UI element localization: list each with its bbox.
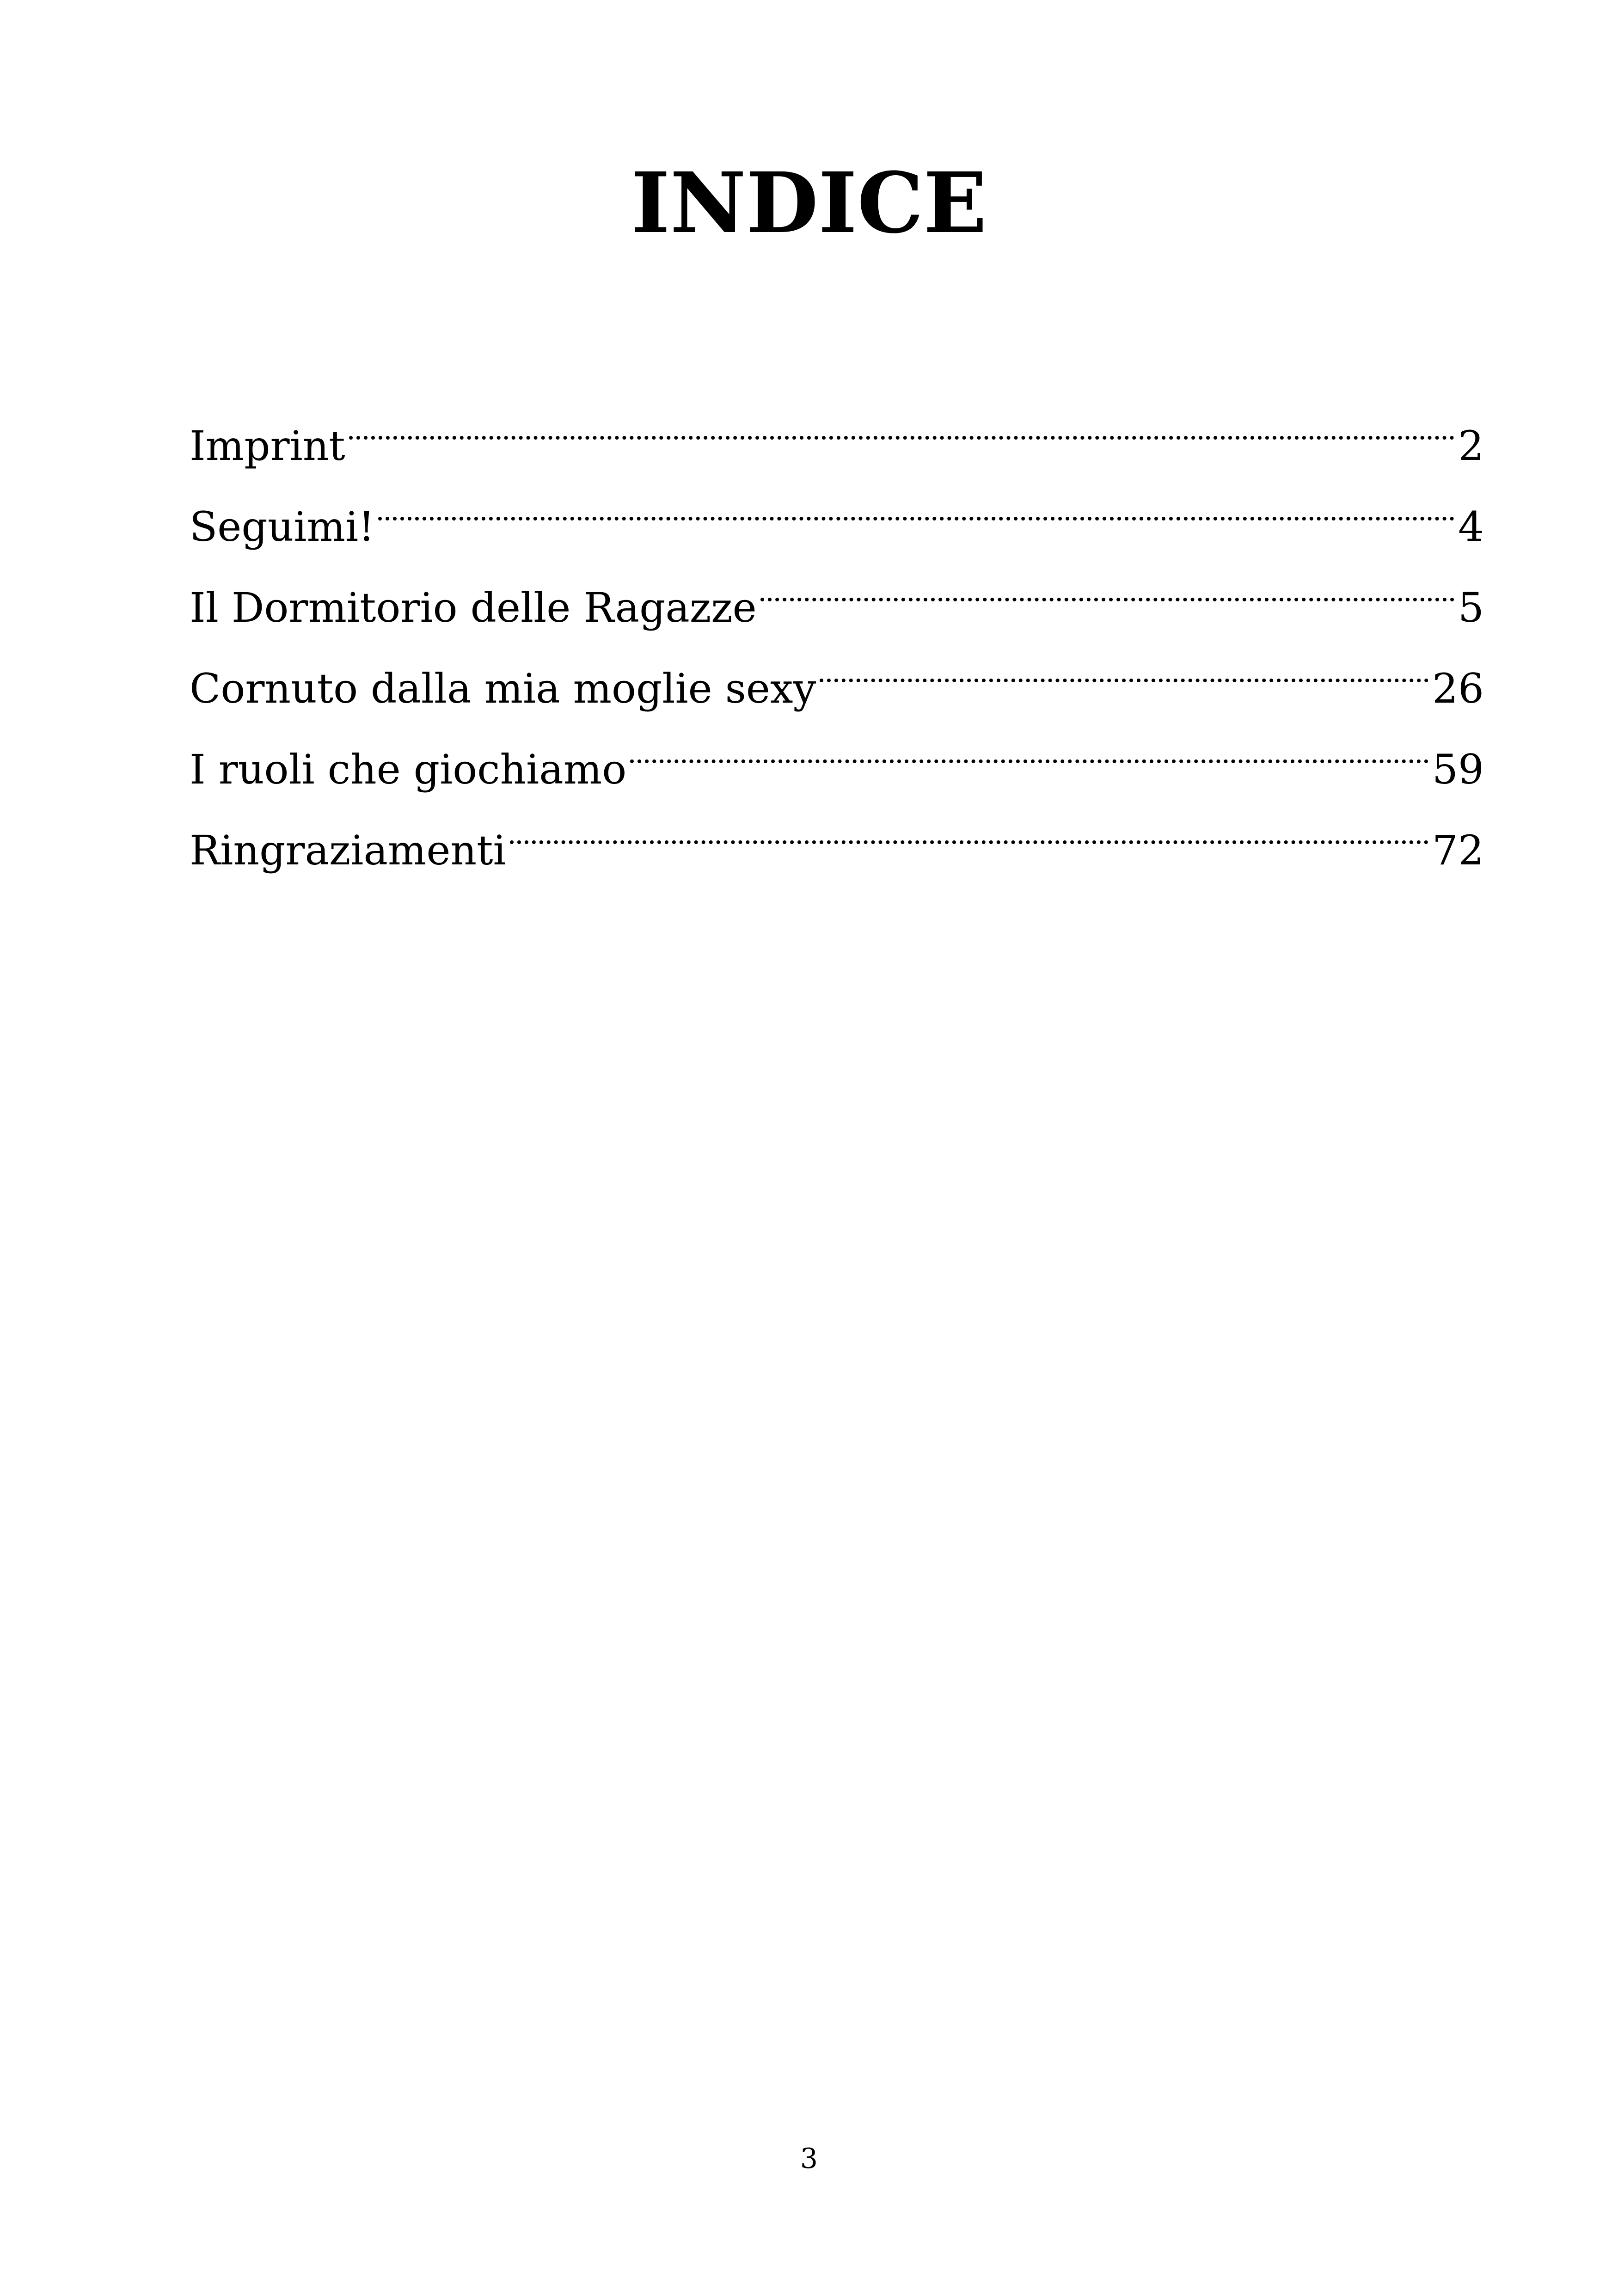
dot-leader [630, 703, 1428, 784]
toc-entry-title: I ruoli che giochiamo [190, 746, 627, 793]
page-number: 3 [800, 2143, 818, 2175]
dot-leader [820, 622, 1428, 703]
toc-entry-title: Imprint [190, 422, 345, 470]
toc-entry-page: 59 [1432, 746, 1484, 793]
table-of-contents [190, 379, 1484, 874]
toc-entry-title: Cornuto dalla mia moglie sexy [190, 665, 816, 712]
toc-entry-title: Ringraziamenti [190, 827, 506, 874]
toc-entry-page: 2 [1458, 422, 1484, 470]
dot-leader [349, 379, 1454, 460]
toc-entry[interactable] [190, 379, 1484, 470]
toc-entry-page: 26 [1432, 665, 1484, 712]
toc-entry-page: 5 [1458, 584, 1484, 631]
toc-entry-page: 72 [1432, 827, 1484, 874]
toc-entry[interactable] [190, 541, 1484, 631]
page-title: INDICE [631, 154, 987, 252]
dot-leader [510, 784, 1428, 864]
toc-entry-title: Seguimi! [190, 503, 375, 551]
dot-leader [378, 460, 1454, 541]
toc-entry-page: 4 [1458, 503, 1484, 551]
dot-leader [760, 541, 1454, 622]
toc-entry-title: Il Dormitorio delle Ragazze [190, 584, 757, 631]
toc-entry[interactable] [190, 460, 1484, 551]
